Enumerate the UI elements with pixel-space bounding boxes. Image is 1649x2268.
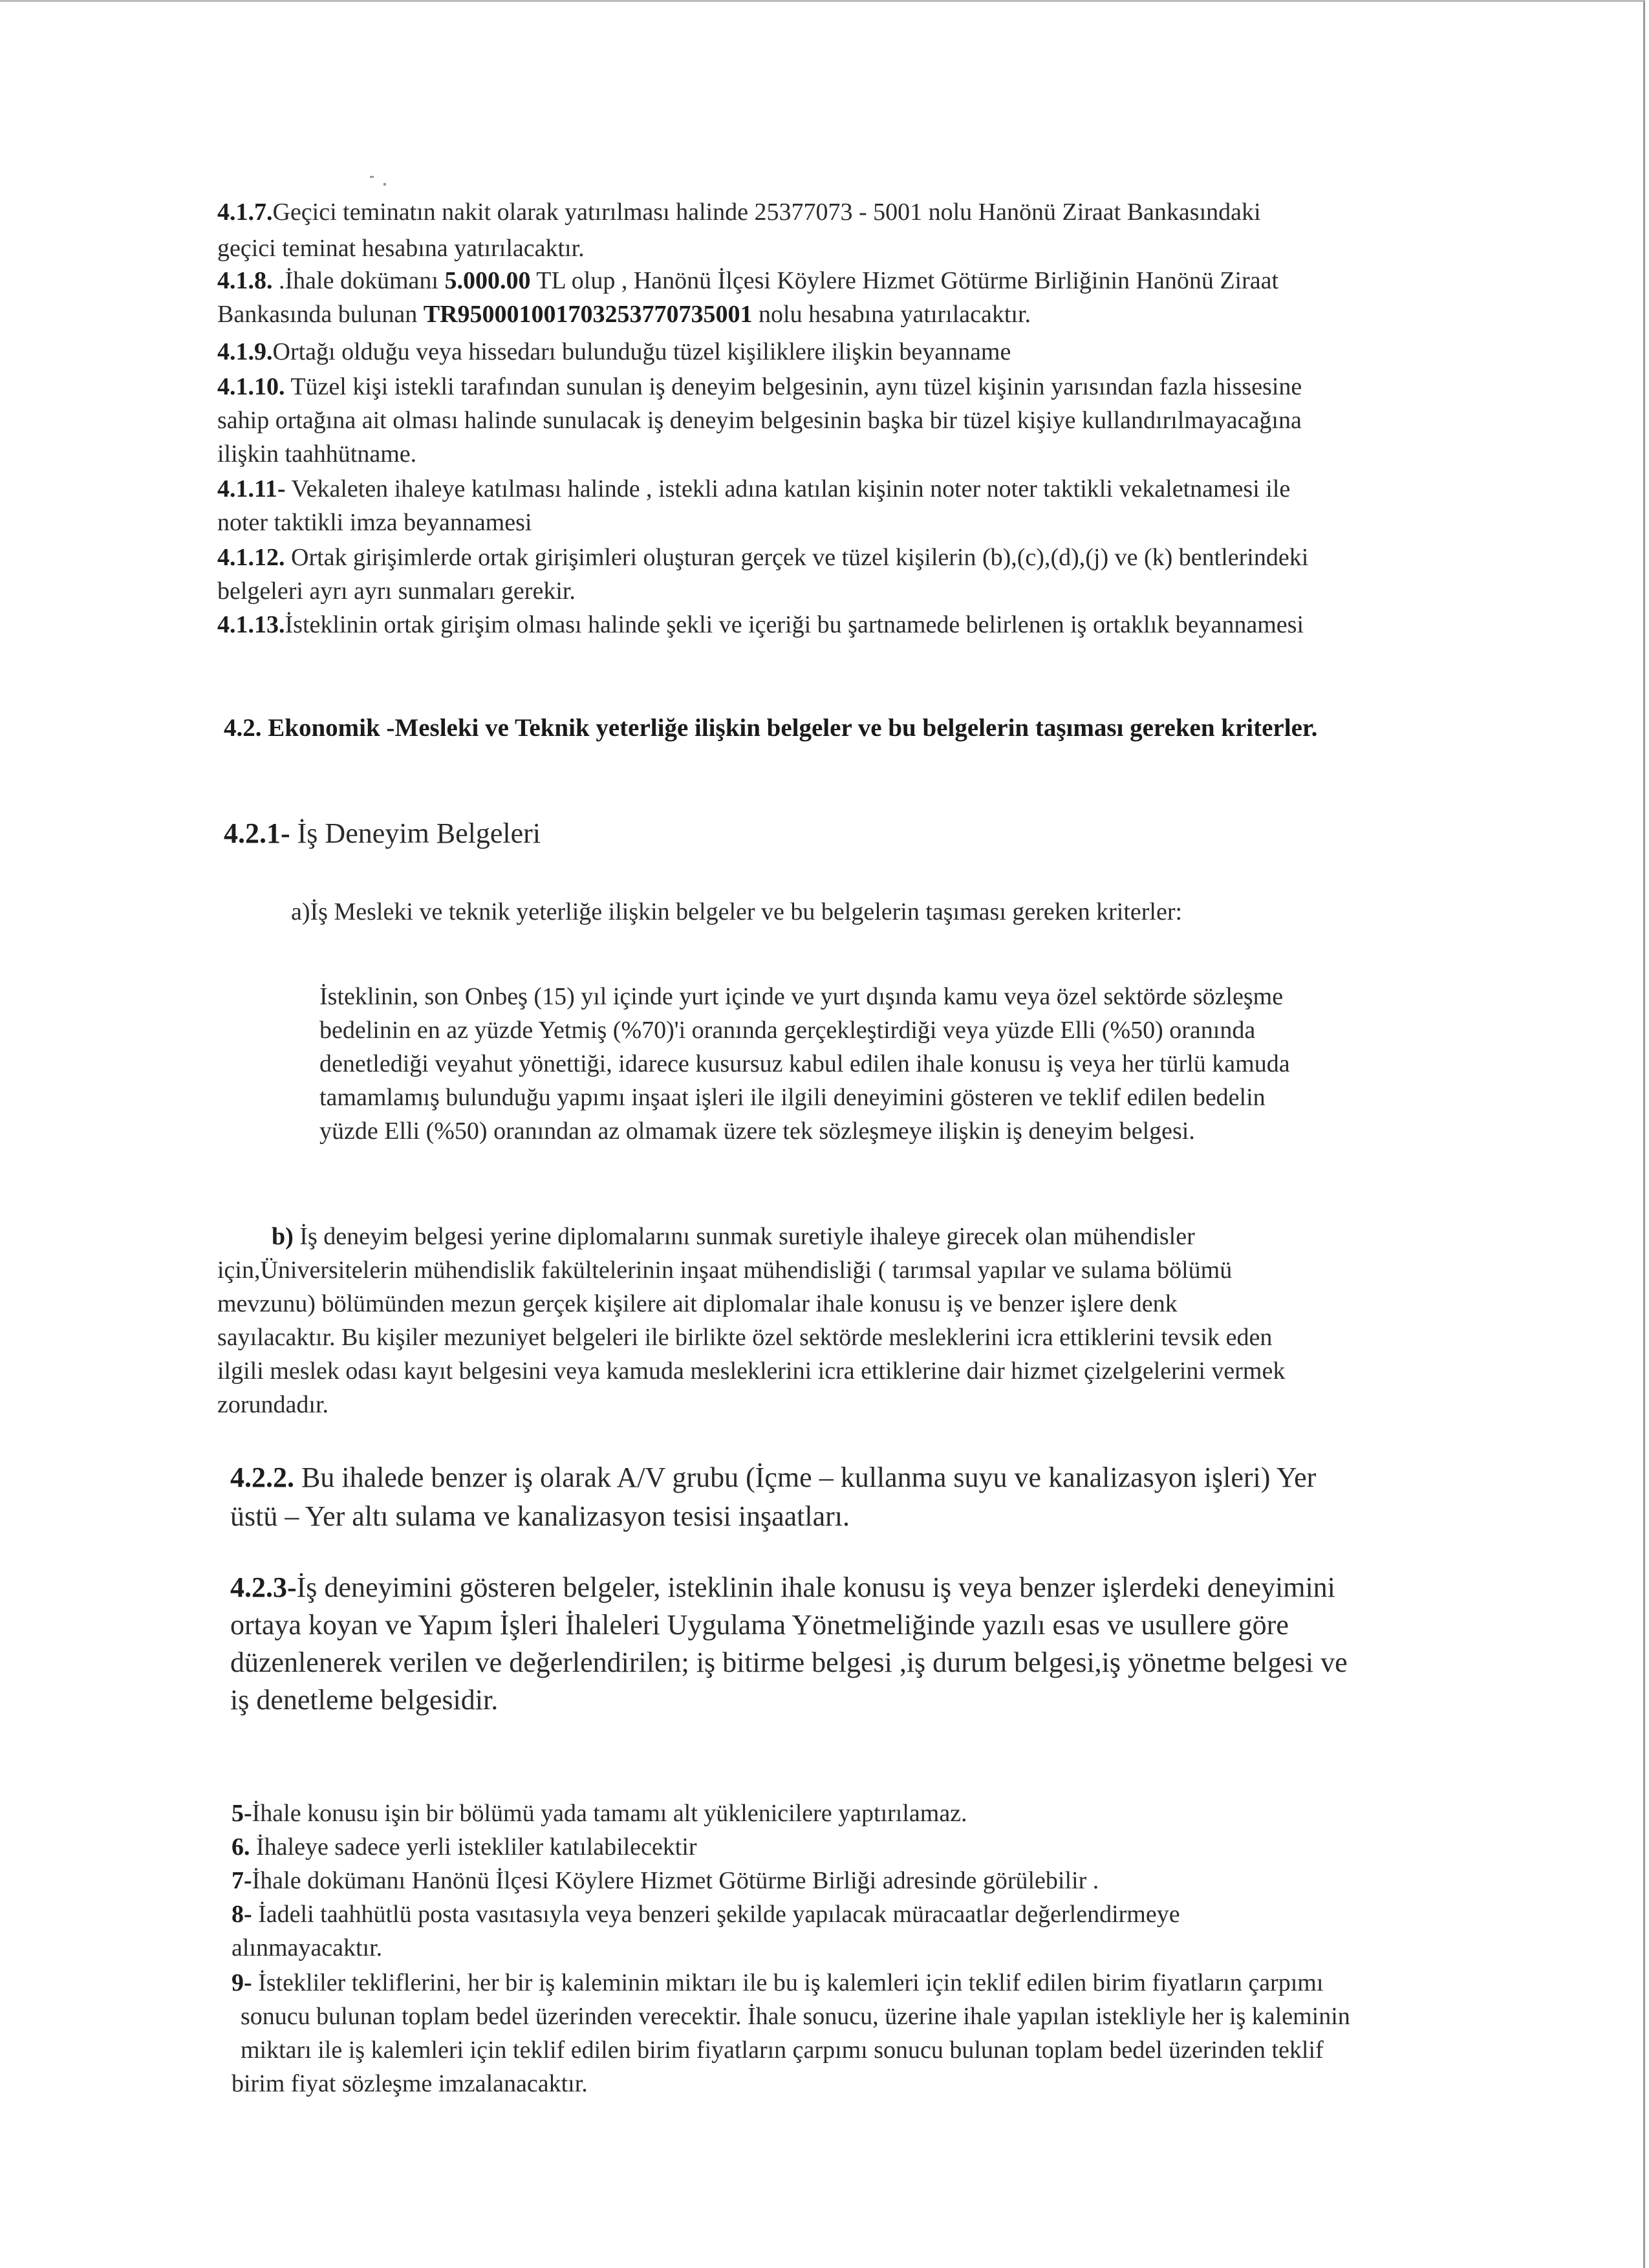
scan-mark xyxy=(383,183,386,186)
item-number: 4.1.9. xyxy=(217,338,273,365)
paragraph-4-1-10 xyxy=(217,370,1302,404)
item-text: Tüzel kişi istekli tarafından sunulan iş deneyim belgesinin, aynı tüzel kişinin yarısından fazla hissesine xyxy=(285,373,1302,400)
paragraph-4-1-11 xyxy=(217,472,1290,506)
item-7 xyxy=(232,1864,1099,1897)
paragraph-4-1-7 xyxy=(217,195,1261,229)
item-text: İstekliler tekliflerini, her bir iş kaleminin miktarı ile bu iş kalemleri için teklif edilen birim fiyatların çarpımı xyxy=(252,1969,1324,1996)
item-text: .İhale dokümanı xyxy=(279,267,445,294)
item-number: 6. xyxy=(232,1833,250,1861)
item-9-cont: sonucu bulunan toplam bedel üzerinden verecektir. İhale sonucu, üzerine ihale yapılan istekliyle her iş kaleminin xyxy=(241,2003,1350,2030)
item-text: noter taktikli imza beyannamesi xyxy=(217,509,532,536)
scan-mark xyxy=(370,176,374,178)
item-text: İş deneyimini gösteren belgeler, isteklinin ihale konusu iş veya benzer işlerdeki deneyimini xyxy=(296,1571,1335,1603)
item-number: 4.2.1- xyxy=(224,817,290,849)
item-a-line: bedelinin en az yüzde Yetmiş (%70)'i oranında gerçekleştirdiği veya yüzde Elli (%50) oranında xyxy=(319,1017,1256,1044)
item-number: 4.1.7. xyxy=(217,199,273,226)
subsection-title-4-2-1 xyxy=(224,815,541,852)
item-text: Vekaleten ihaleye katılması halinde , istekli adına katılan kişinin noter noter taktikli vekaletnamesi ile xyxy=(285,475,1291,502)
item-number: 9- xyxy=(232,1969,252,1996)
item-b-line: sayılacaktır. Bu kişiler mezuniyet belgeleri ile birlikte özel sektörde mesleklerini icra ettiklerini tevsik eden xyxy=(217,1324,1273,1351)
item-text: Geçici teminatın nakit olarak yatırılması halinde 25377073 - 5001 nolu Hanönü Ziraat Bankasındaki xyxy=(272,199,1261,226)
item-text: geçici teminat hesabına yatırılacaktır. xyxy=(217,235,585,262)
item-text: TL olup , Hanönü İlçesi Köylere Hizmet Götürme Birliğinin Hanönü Ziraat xyxy=(530,267,1279,294)
paragraph-4-1-7-cont xyxy=(217,232,585,265)
item-9-cont: miktarı ile iş kalemleri için teklif edilen birim fiyatların çarpımı sonucu bulunan toplam bedel üzerinden teklif xyxy=(241,2036,1324,2064)
item-a-line: yüzde Elli (%50) oranından az olmamak üzere tek sözleşmeye ilişkin iş deneyim belgesi. xyxy=(319,1118,1195,1145)
item-text: İsteklinin ortak girişim olması halinde şekli ve içeriği bu şartnamede belirlenen iş ortaklık beyannamesi xyxy=(285,611,1304,638)
item-text: ilişkin taahhütname. xyxy=(217,440,417,468)
section-heading-4-2: 4.2. Ekonomik -Mesleki ve Teknik yeterliğe ilişkin belgeler ve bu belgelerin taşıması gereken kriterler. xyxy=(224,714,1318,742)
paragraph-4-1-13 xyxy=(217,608,1304,642)
item-a-line: tamamlamış bulunduğu yapımı inşaat işleri ile ilgili deneyimini gösteren ve teklif edilen bedelin xyxy=(319,1084,1266,1111)
item-number: 4.1.13. xyxy=(217,611,285,638)
item-8 xyxy=(232,1897,1180,1931)
item-b-line: için,Üniversitelerin mühendislik fakültelerinin inşaat mühendisliği ( tarımsal yapılar ve sulama bölümü xyxy=(217,1257,1233,1284)
item-text: Bu ihalede benzer iş olarak A/V grubu (İçme – kullanma suyu ve kanalizasyon işleri) Yer xyxy=(294,1462,1317,1493)
item-8-cont: alınmayacaktır. xyxy=(232,1934,383,1961)
item-b-first-line xyxy=(272,1220,1195,1253)
subsection-4-2-3 xyxy=(230,1569,1335,1606)
item-number: 4.1.12. xyxy=(217,544,285,571)
item-number: 4.2.2. xyxy=(230,1462,294,1493)
iban-number: TR950001001703253770735001 xyxy=(423,301,753,328)
item-text: İhale dokümanı Hanönü İlçesi Köylere Hizmet Götürme Birliği adresinde görülebilir . xyxy=(252,1867,1099,1894)
subsection-4-2-3-cont: iş denetleme belgesidir. xyxy=(230,1684,499,1716)
item-a-line: denetlediği veyahut yönettiği, idarece kusursuz kabul edilen ihale konusu iş veya her türlü kamuda xyxy=(319,1050,1290,1077)
item-number: 4.2.3- xyxy=(230,1571,297,1603)
item-number: 4.1.10. xyxy=(217,373,285,400)
subsection-4-2-3-cont: düzenlenerek verilen ve değerlendirilen; iş bitirme belgesi ,iş durum belgesi,iş yönetme belgesi ve xyxy=(230,1647,1348,1678)
subsection-4-2-2-cont: üstü – Yer altı sulama ve kanalizasyon tesisi inşaatları. xyxy=(230,1500,850,1532)
item-text: Bankasında bulunan xyxy=(217,301,424,328)
item-a-title: a)İş Mesleki ve teknik yeterliğe ilişkin belgeler ve bu belgelerin taşıması gereken kriterler: xyxy=(291,898,1183,925)
item-number: 7- xyxy=(232,1867,252,1894)
item-number: 5- xyxy=(232,1800,252,1827)
item-b-line: zorundadır. xyxy=(217,1391,329,1418)
paragraph-4-1-12 xyxy=(217,541,1308,574)
item-text: İş deneyim belgesi yerine diplomalarını sunmak suretiyle ihaleye girecek olan mühendisler xyxy=(293,1223,1195,1250)
item-b-line: mevzunu) bölümünden mezun gerçek kişilere ait diplomalar ihale konusu iş ve benzer işlere denk xyxy=(217,1290,1178,1317)
item-text: nolu hesabına yatırılacaktır. xyxy=(752,301,1031,328)
paragraph-4-1-8-cont xyxy=(217,297,1031,331)
item-text: belgeleri ayrı ayrı sunmaları gerekir. xyxy=(217,578,576,605)
item-text: sahip ortağına ait olması halinde sunulacak iş deneyim belgesinin başka bir tüzel kişiye kullandırılmayacağına xyxy=(217,407,1302,434)
item-b-line: ilgili meslek odası kayıt belgesini veya kamuda mesleklerini icra ettiklerine dair hizmet çizelgelerini vermek xyxy=(217,1357,1286,1385)
paragraph-4-1-8 xyxy=(217,264,1278,297)
item-number: 8- xyxy=(232,1901,252,1928)
subsection-4-2-3-cont: ortaya koyan ve Yapım İşleri İhaleleri Uygulama Yönetmeliğinde yazılı esas ve usullere göre xyxy=(230,1609,1289,1641)
item-text: Ortağı olduğu veya hissedarı bulunduğu tüzel kişiliklere ilişkin beyanname xyxy=(272,338,1011,365)
item-number: 4.1.11- xyxy=(217,475,286,502)
item-a-line: İsteklinin, son Onbeş (15) yıl içinde yurt içinde ve yurt dışında kamu veya özel sektörde sözleşme xyxy=(319,983,1284,1010)
item-number: 4.1.8. xyxy=(217,267,273,294)
item-text: Ortak girişimlerde ortak girişimleri oluşturan gerçek ve tüzel kişilerin (b),(c),(d),(j) ve (k) bentlerindeki xyxy=(285,544,1309,571)
subsection-4-2-2 xyxy=(230,1459,1316,1496)
item-text: İhaleye sadece yerli istekliler katılabilecektir xyxy=(250,1833,697,1861)
paragraph-4-1-10-cont xyxy=(217,404,1302,437)
fee-amount: 5.000.00 xyxy=(444,267,531,294)
item-6 xyxy=(232,1830,697,1864)
item-text: İhale konusu işin bir bölümü yada tamamı alt yüklenicilere yaptırılamaz. xyxy=(252,1800,967,1827)
item-5 xyxy=(232,1797,967,1830)
item-b-label: b) xyxy=(272,1223,294,1250)
paragraph-4-1-10-cont xyxy=(217,437,416,471)
item-9 xyxy=(232,1966,1323,2000)
item-9-cont: birim fiyat sözleşme imzalanacaktır. xyxy=(232,2070,588,2097)
item-text: İadeli taahhütlü posta vasıtasıyla veya benzeri şekilde yapılacak müracaatlar değerlendirmeye xyxy=(252,1901,1180,1928)
paragraph-4-1-11-cont xyxy=(217,506,532,539)
item-text: İş Deneyim Belgeleri xyxy=(290,817,541,849)
paragraph-4-1-12-cont xyxy=(217,574,576,608)
paragraph-4-1-9 xyxy=(217,335,1011,369)
